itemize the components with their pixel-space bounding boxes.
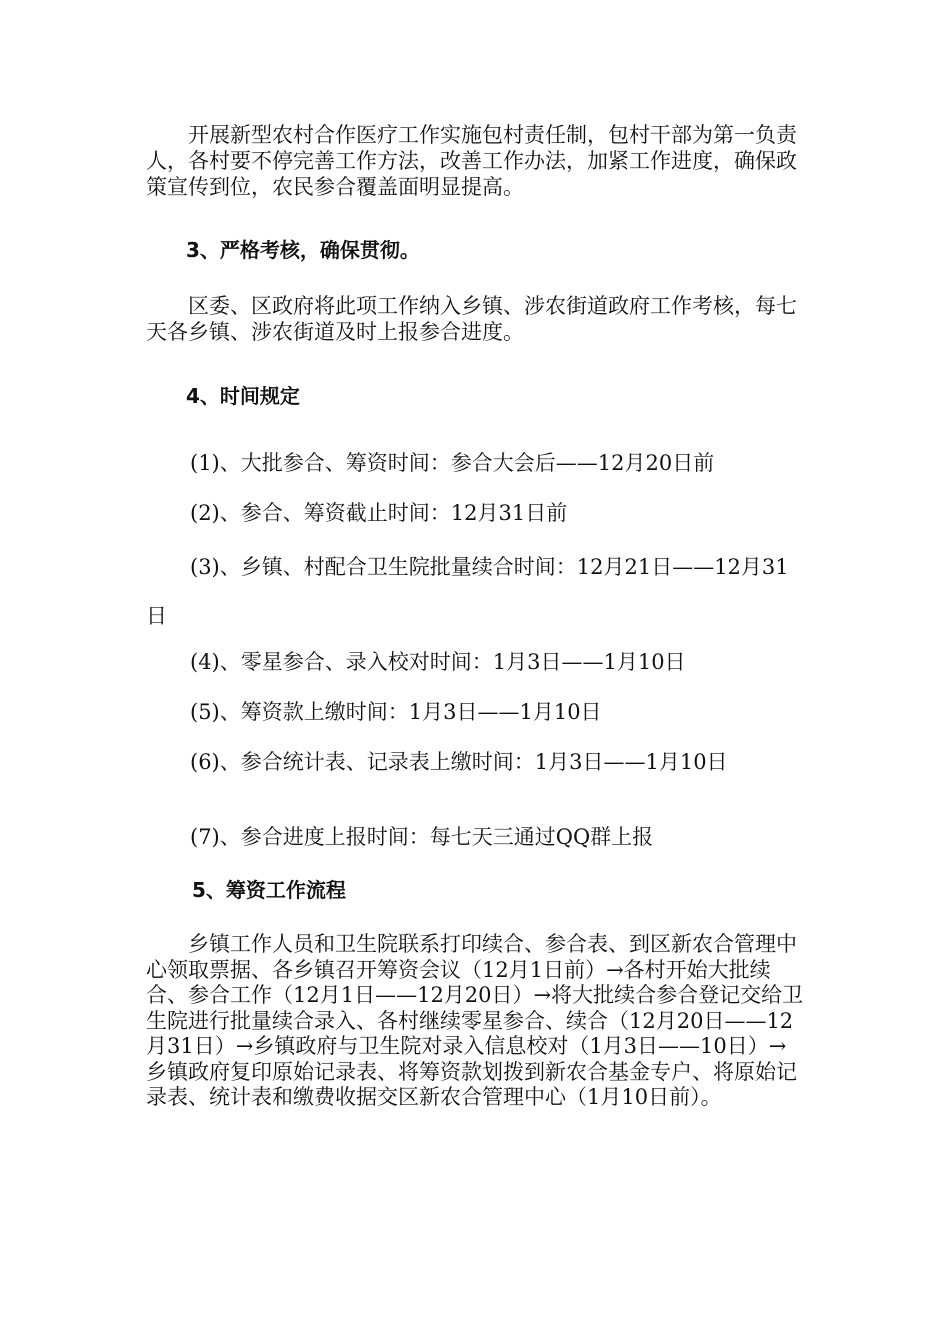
heading-section-3: 3、严格考核，确保贯彻。 <box>186 238 420 262</box>
paragraph-responsibility: 开展新型农村合作医疗工作实施包村责任制，包村干部为第一负责人，各村要不停完善工作方法，改善工作办法，加紧工作进度，确保政策宣传到位，农民参合覆盖面明显提高。 <box>146 123 797 199</box>
list-item-time-7: (7)、参合进度上报时间：每七天三通过QQ群上报 <box>190 825 654 849</box>
paragraph-assessment: 区委、区政府将此项工作纳入乡镇、涉农街道政府工作考核，每七天各乡镇、涉农街道及时上报参合进度。 <box>146 294 797 344</box>
list-item-time-4: (4)、零星参合、录入校对时间：1月3日——1月10日 <box>190 650 686 674</box>
list-item-time-1: (1)、大批参合、筹资时间：参合大会后——12月20日前 <box>190 451 715 475</box>
list-item-time-5: (5)、筹资款上缴时间：1月3日——1月10日 <box>190 700 602 724</box>
list-item-time-3: (3)、乡镇、村配合卫生院批量续合时间：12月21日——12月31日 <box>146 555 789 628</box>
heading-section-4: 4、时间规定 <box>186 384 300 408</box>
list-item-time-2: (2)、参合、筹资截止时间：12月31日前 <box>190 501 568 525</box>
list-item-time-6: (6)、参合统计表、记录表上缴时间：1月3日——1月10日 <box>190 750 728 774</box>
heading-section-5: 5、筹资工作流程 <box>192 878 346 902</box>
paragraph-workflow: 乡镇工作人员和卫生院联系打印续合、参合表、到区新农合管理中心领取票据、各乡镇召开筹资会议（12月1日前）→各村开始大批续合、参合工作（12月1日——12月20日）→将大批续合参合登记交给卫生院进行批量续合录入、各村继续零星参合、续合（12月20日——12月31日）→乡镇政府与卫生院对录入信息校对（1月3日——10日）→乡镇政府复印原始记录表、将筹资款划拨到新农合基金专户、将原始记录表、统计表和缴费收据交区新农合管理中心（1月10日前）。 <box>146 932 804 1109</box>
